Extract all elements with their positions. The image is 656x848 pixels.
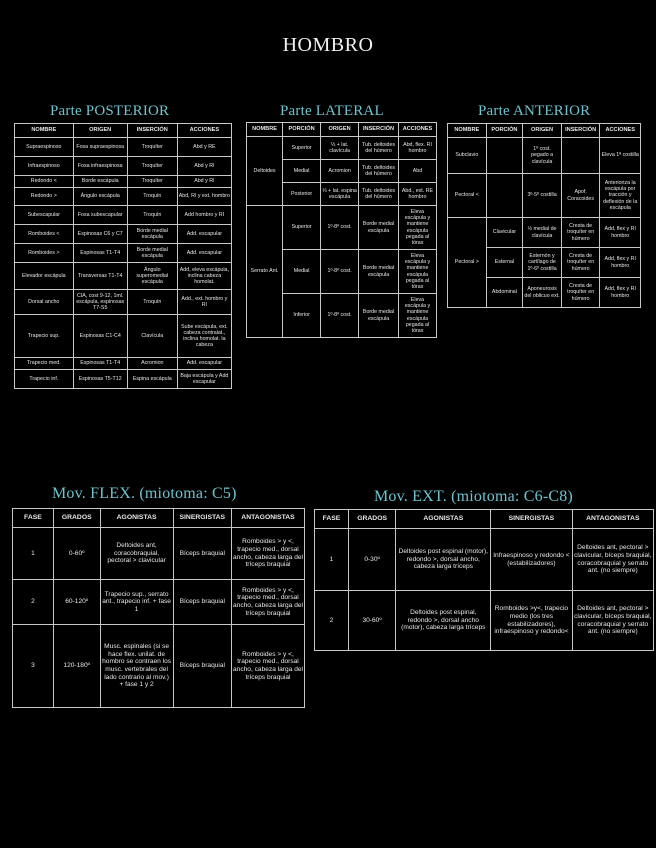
col-header: ACCIONES	[398, 123, 436, 137]
table-cell: Fosa subescapular	[73, 206, 127, 225]
table-cell: Troquíter	[127, 157, 177, 176]
table-cell: Tub. deltoides del húmero	[359, 183, 399, 206]
col-header: NOMBRE	[448, 124, 487, 138]
table-cell: Posterior	[283, 183, 321, 206]
row-label: Elevador escápula	[15, 263, 74, 290]
col-header: INSERCIÓN	[561, 124, 600, 138]
table-row	[15, 188, 232, 206]
table-cell: Baja escápula y Add escapular	[177, 370, 231, 389]
table-cell: Superior	[283, 137, 321, 160]
table-row	[247, 206, 437, 250]
table-row	[15, 290, 232, 315]
col-header: FASE	[13, 509, 54, 528]
col-header: ACCIONES	[600, 124, 641, 138]
muscle-name: Subclavio	[448, 138, 487, 174]
row-label: 1	[13, 528, 54, 580]
table-cell: Inferior	[283, 294, 321, 338]
table-cell: Espinosas T1-T4	[73, 358, 127, 370]
table-cell: Cresta de troquíter en húmero	[561, 248, 600, 278]
table-cell: Abd, flex. RI hombro	[398, 137, 436, 160]
table-cell: Abd, RI y ext. hombro	[177, 188, 231, 206]
table-cell: Cresta de troquíter en húmero	[561, 218, 600, 248]
table-cell: Medial	[283, 160, 321, 183]
table-cell: Add hombro y RI	[177, 206, 231, 225]
table-cell: Add, eleva escápula, inclina cabeza homolat.	[177, 263, 231, 290]
table-cell: Troquíter	[127, 176, 177, 188]
muscle-name: Pectoral >	[448, 218, 487, 308]
table-cell: Superior	[283, 206, 321, 250]
row-label: Subescapular	[15, 206, 74, 225]
row-label: 2	[315, 591, 349, 651]
table-cell: Deltoides post espinal (motor), redondo >, dorsal ancho, cabeza larga tríceps	[396, 529, 491, 591]
table-cell: ½ medial de clavícula	[523, 218, 562, 248]
table-cell: Trapecio sup., serrato ant., trapecio inf. + fase 1	[100, 580, 173, 625]
table-cell: Musc. espinales (si se hace flex. unilat. de hombro se contraen los musc. vertebrales del lado contrario al mov.) + fase 1 y 2	[100, 625, 173, 708]
col-header: INSERCIÓN	[127, 124, 177, 138]
table-row	[15, 206, 232, 225]
table-cell: Borde escápula	[73, 176, 127, 188]
col-header: ORIGEN	[321, 123, 359, 137]
table-cell: Abd., ext. RE hombro	[398, 183, 436, 206]
table-cell: Romboides >y<, trapecio medio (los tres estabilizadores), infraespinoso y redondo<	[491, 591, 572, 651]
table-cell: 0-60º	[53, 528, 100, 580]
table-cell: Troquín	[127, 188, 177, 206]
col-header: GRADOS	[53, 509, 100, 528]
col-header: SINERGISTAS	[491, 510, 572, 529]
table-cell: ⅓ + lat. espina escápula	[321, 183, 359, 206]
table-row	[448, 218, 641, 248]
heading-lateral: Parte LATERAL	[280, 103, 384, 119]
col-header: ORIGEN	[73, 124, 127, 138]
table-row	[247, 137, 437, 160]
table-cell: Troquíter	[127, 138, 177, 157]
table-cell	[561, 138, 600, 174]
row-label: Romboides <	[15, 225, 74, 244]
table-row	[15, 176, 232, 188]
table-cell: Bíceps braquial	[173, 625, 231, 708]
table-cell: Espinosas C1-C4	[73, 315, 127, 358]
row-label: Supraespinoso	[15, 138, 74, 157]
table-cell: Acromion	[321, 160, 359, 183]
row-label: Redondo >	[15, 188, 74, 206]
table-cell: Bíceps braquial	[173, 580, 231, 625]
table-row	[15, 315, 232, 358]
table-cell: Borde medial escápula	[127, 225, 177, 244]
table-row	[15, 370, 232, 389]
table-row	[13, 625, 305, 708]
table-cell: 0-30º	[348, 529, 395, 591]
table-cell: 3º-5º costilla	[523, 174, 562, 218]
muscle-name: Pectoral <	[448, 174, 487, 218]
table-row	[15, 138, 232, 157]
heading-ext: Mov. EXT. (miotoma: C6-C8)	[374, 488, 573, 505]
table-cell: Aponeurosis del oblicuo ext.	[523, 278, 562, 308]
table-cell: Deltoides ant, coracobraquial, pectoral > clavicular	[100, 528, 173, 580]
table-row	[315, 529, 654, 591]
table-cell: 120-180º	[53, 625, 100, 708]
table-row	[448, 138, 641, 174]
table-cell: Ángulo superomedial escápula	[127, 263, 177, 290]
table-cell: Troquín	[127, 206, 177, 225]
table-cell: Add, flex y RI hombro	[600, 218, 641, 248]
table-cell: Acromion	[127, 358, 177, 370]
heading-flex: Mov. FLEX. (miotoma: C5)	[52, 485, 237, 502]
table-row	[15, 263, 232, 290]
col-header: AGONISTAS	[100, 509, 173, 528]
table-row	[15, 225, 232, 244]
table-row	[13, 580, 305, 625]
col-header: PORCIÓN	[283, 123, 321, 137]
heading-posterior: Parte POSTERIOR	[50, 103, 170, 119]
table-anterior	[447, 123, 641, 308]
table-cell: ⅓ + lat. clavícula	[321, 137, 359, 160]
table-cell	[486, 174, 523, 218]
row-label: Trapecio inf.	[15, 370, 74, 389]
table-cell: 1º-8º cost.	[321, 294, 359, 338]
table-cell: Medial	[283, 250, 321, 294]
col-header: ACCIONES	[177, 124, 231, 138]
table-cell: Abd y RI	[177, 176, 231, 188]
table-cell: Eleva 1ª costilla	[600, 138, 641, 174]
row-label: Dorsal ancho	[15, 290, 74, 315]
table-cell: Abd y RI	[177, 157, 231, 176]
table-cell: Troquín	[127, 290, 177, 315]
table-cell: Eleva escápula y mantiene escápula pegada al tórax	[398, 250, 436, 294]
table-cell: Esternal	[486, 248, 523, 278]
table-cell: Abd	[398, 160, 436, 183]
table-ext	[314, 509, 654, 651]
col-header: NOMBRE	[15, 124, 74, 138]
row-label: 3	[13, 625, 54, 708]
table-cell: Abd y RE	[177, 138, 231, 157]
col-header: SINERGISTAS	[173, 509, 231, 528]
table-cell: CIA, cost 9-12, 1ml. escápula, espinosas T7-S5	[73, 290, 127, 315]
table-cell: Add. escapular	[177, 225, 231, 244]
table-row	[15, 157, 232, 176]
table-cell: Romboides > y <, trapecio med., dorsal ancho, cabeza larga del tríceps braquial	[231, 528, 304, 580]
table-cell: Borde medial escápula	[359, 294, 399, 338]
table-cell: Fosa supraespinosa	[73, 138, 127, 157]
table-cell: Add, flex y RI hombro	[600, 278, 641, 308]
col-header: PORCIÓN	[486, 124, 523, 138]
table-row	[13, 528, 305, 580]
col-header: GRADOS	[348, 510, 395, 529]
table-cell: Anterioriza la escápula por tracción y deflexión de la escápula	[600, 174, 641, 218]
table-cell: 1º-8º cost.	[321, 206, 359, 250]
table-lateral	[246, 122, 437, 338]
table-cell: Eleva escápula y mantiene escápula pegada al tórax	[398, 206, 436, 250]
table-row	[315, 591, 654, 651]
table-cell: Espinosas C6 y C7	[73, 225, 127, 244]
table-cell: 30-60º	[348, 591, 395, 651]
table-cell: Tub. deltoides del húmero	[359, 160, 399, 183]
table-cell: Deltoides post espinal, redondo >, dorsal ancho (motor), cabeza larga tríceps	[396, 591, 491, 651]
table-cell: Espinosas T5-T12	[73, 370, 127, 389]
table-cell: Fosa infraespinosa	[73, 157, 127, 176]
row-label: 1	[315, 529, 349, 591]
page-title: HOMBRO	[282, 34, 374, 56]
table-cell: Abdominal	[486, 278, 523, 308]
heading-anterior: Parte ANTERIOR	[478, 103, 591, 119]
col-header: ORIGEN	[523, 124, 562, 138]
table-cell: 60-120º	[53, 580, 100, 625]
table-cell: Clavicular	[486, 218, 523, 248]
col-header: ANTAGONISTAS	[231, 509, 304, 528]
table-cell: Eleva escápula y mantiene escápula pegada al tórax	[398, 294, 436, 338]
table-flex	[12, 508, 305, 708]
table-cell: Sube escápula, ext. cabeza contralat., inclina homolat. la cabeza	[177, 315, 231, 358]
table-cell: Infraespinoso y redondo < (estabilizadores)	[491, 529, 572, 591]
table-cell: Add. escapular	[177, 358, 231, 370]
table-cell: Borde medial escápula	[127, 244, 177, 263]
table-cell: Apof. Coracoides	[561, 174, 600, 218]
row-label: Trapecio sup.	[15, 315, 74, 358]
col-header: FASE	[315, 510, 349, 529]
table-cell: Espinosas T1-T4	[73, 244, 127, 263]
table-cell: 1º-8º cost.	[321, 250, 359, 294]
table-cell: Borde medial escápula	[359, 250, 399, 294]
table-row	[15, 244, 232, 263]
table-cell: Cresta de troquíter en húmero	[561, 278, 600, 308]
table-cell: Ángulo escápula	[73, 188, 127, 206]
table-cell: Add. escapular	[177, 244, 231, 263]
muscle-name: Serrato Ant.	[247, 206, 283, 338]
row-label: Trapecio med.	[15, 358, 74, 370]
table-row	[448, 174, 641, 218]
table-cell: Add, flex y RI hombro	[600, 248, 641, 278]
table-cell: Romboides > y <, trapecio med., dorsal ancho, cabeza larga del tríceps braquial	[231, 580, 304, 625]
table-cell: Espina escápula	[127, 370, 177, 389]
row-label: Romboides >	[15, 244, 74, 263]
table-cell: Transversas T1-T4	[73, 263, 127, 290]
table-cell: Deltoides ant, pectoral > clavicular, bíceps braquial, coracobraquial y serrato ant. (no siempre)	[572, 529, 653, 591]
col-header: ANTAGONISTAS	[572, 510, 653, 529]
row-label: Redondo <	[15, 176, 74, 188]
col-header: NOMBRE	[247, 123, 283, 137]
table-cell: Esternón y cartílago de 1º-6º costilla	[523, 248, 562, 278]
table-posterior	[14, 123, 232, 389]
col-header: AGONISTAS	[396, 510, 491, 529]
col-header: INSERCIÓN	[359, 123, 399, 137]
row-label: Infraespinoso	[15, 157, 74, 176]
table-cell: Add., ext. hombro y RI	[177, 290, 231, 315]
table-cell: Bíceps braquial	[173, 528, 231, 580]
row-label: 2	[13, 580, 54, 625]
table-cell: Borde medial escápula	[359, 206, 399, 250]
table-cell: Tub. deltoides del húmero	[359, 137, 399, 160]
table-cell: 1º cost. pegado a clavícula	[523, 138, 562, 174]
table-row	[15, 358, 232, 370]
table-cell: Deltoides ant, pectoral > clavicular, bíceps braquial, coracobraquial y serrato ant. (no siempre)	[572, 591, 653, 651]
muscle-name: Deltoides	[247, 137, 283, 206]
table-cell: Romboides > y <, trapecio med., dorsal ancho, cabeza larga del tríceps braquial	[231, 625, 304, 708]
table-cell	[486, 138, 523, 174]
table-cell: Clavícula	[127, 315, 177, 358]
